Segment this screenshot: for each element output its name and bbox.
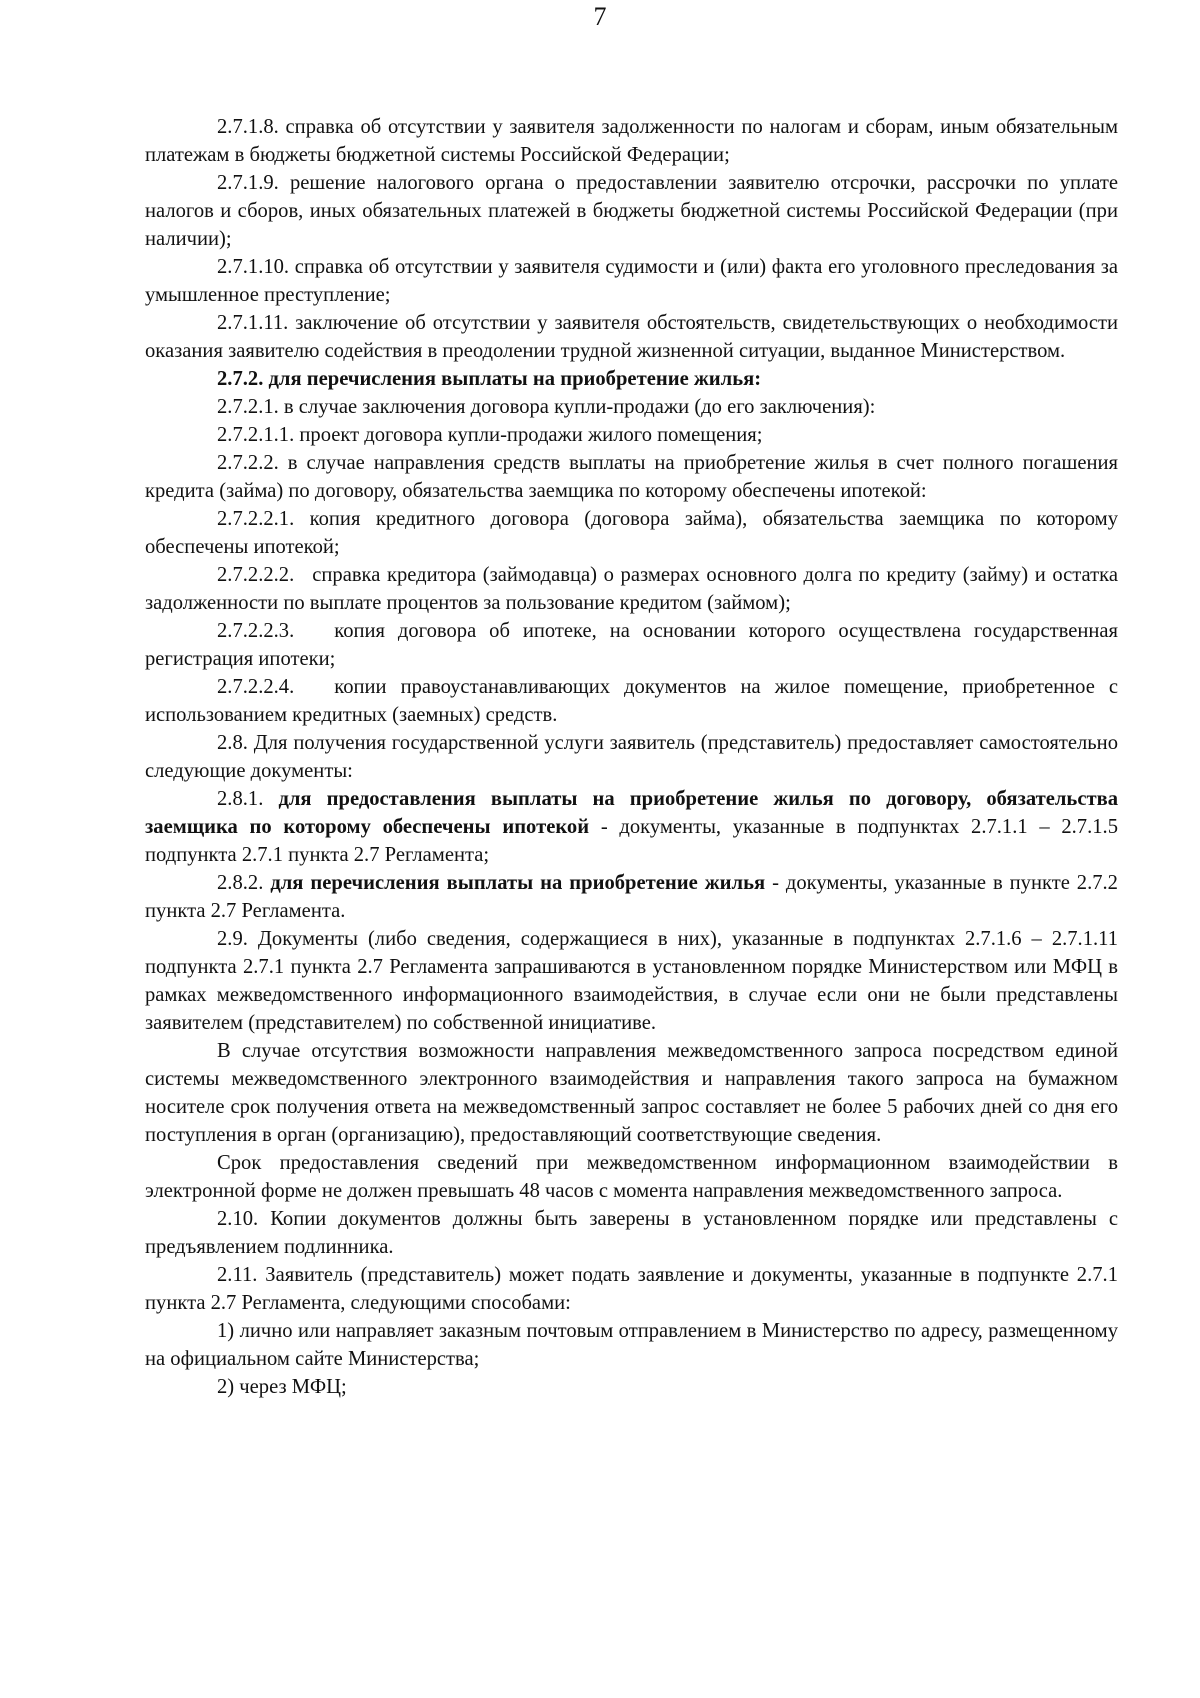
clause-number: 2.8.2.	[217, 872, 264, 894]
paragraph-2-7-1-10: 2.7.1.10. справка об отсутствии у заявителя судимости и (или) факта его уголовного преследования за умышленное преступление;	[145, 256, 1118, 306]
clause-number: 2.7.2.2.3.	[217, 620, 295, 642]
clause-text: - документы, указанные в пункте 2.7.2 пункта 2.7 Регламента.	[145, 872, 1118, 922]
clause-text: копия договора об ипотеке, на основании которого осуществлена государственная регистрация ипотеки;	[145, 620, 1118, 670]
paragraph-2-7-2-2: 2.7.2.2. в случае направления средств выплаты на приобретение жилья в счет полного погашения кредита (займа) по договору, обязательства заемщика по которому обеспечены ипотекой:	[145, 452, 1118, 502]
paragraph-2-8-2	[145, 869, 1118, 925]
heading-2-7-2: 2.7.2. для перечисления выплаты на приобретение жилья:	[217, 368, 762, 390]
clause-number: 2.8.1.	[217, 788, 264, 810]
paragraph-2-7-2-2-1: 2.7.2.2.1. копия кредитного договора (договора займа), обязательства заемщика по которому обеспечены ипотекой;	[145, 508, 1118, 558]
paragraph-2-8-1	[145, 785, 1118, 869]
paragraph-2-7-1-9: 2.7.1.9. решение налогового органа о предоставлении заявителю отсрочки, рассрочки по уплате налогов и сборов, иных обязательных платежей в бюджеты бюджетной системы Российской Федерации (при наличии);	[145, 172, 1118, 250]
paragraph-2-7-2-2-3	[145, 617, 1118, 673]
paragraph-2-7-1-11: 2.7.1.11. заключение об отсутствии у заявителя обстоятельств, свидетельствующих о необходимости оказания заявителю содействия в преодолении трудной жизненной ситуации, выданное Министерством.	[145, 312, 1118, 362]
paragraph-2-8: 2.8. Для получения государственной услуги заявитель (представитель) предоставляет самостоятельно следующие документы:	[145, 732, 1118, 782]
paragraph-2-7-2-1: 2.7.2.1. в случае заключения договора купли-продажи (до его заключения):	[217, 396, 876, 418]
paragraph-2-11: 2.11. Заявитель (представитель) может подать заявление и документы, указанные в подпункте 2.7.1 пункта 2.7 Регламента, следующими способами:	[145, 1264, 1118, 1314]
paragraph-response-time: Срок предоставления сведений при межведомственном информационном взаимодействии в электронной форме не должен превышать 48 часов с момента направления межведомственного запроса.	[145, 1152, 1118, 1202]
clause-text: справка кредитора (займодавца) о размерах основного долга по кредиту (займу) и остатка задолженности по выплате процентов за пользование кредитом (займом);	[145, 564, 1118, 614]
clause-number: 2.7.2.2.2.	[217, 564, 295, 586]
clause-text: копии правоустанавливающих документов на жилое помещение, приобретенное с использованием кредитных (заемных) средств.	[145, 676, 1118, 726]
paragraph-2-7-2-2-4	[145, 673, 1118, 729]
paragraph-2-7-2-1-1: 2.7.2.1.1. проект договора купли-продажи жилого помещения;	[217, 424, 763, 446]
document-body	[145, 113, 1118, 1401]
page-number: 7	[593, 2, 607, 31]
clause-number: 2.7.2.2.4.	[217, 676, 295, 698]
paragraph-2-10: 2.10. Копии документов должны быть заверены в установленном порядке или представлены с предъявлением подлинника.	[145, 1208, 1118, 1258]
paragraph-2-7-1-8: 2.7.1.8. справка об отсутствии у заявителя задолженности по налогам и сборам, иным обязательным платежам в бюджеты бюджетной системы Российской Федерации;	[145, 116, 1118, 166]
clause-text: - документы, указанные в подпунктах 2.7.1.1 – 2.7.1.5 подпункта 2.7.1 пункта 2.7 Регламента;	[145, 816, 1118, 866]
paragraph-2-9: 2.9. Документы (либо сведения, содержащиеся в них), указанные в подпунктах 2.7.1.6 – 2.7.1.11 подпункта 2.7.1 пункта 2.7 Регламента запрашиваются в установленном порядке Министерством или МФЦ в рамках межведомственного информационного взаимодействия, в случае если они не были представлены заявителем (представителем) по собственной инициативе.	[145, 928, 1118, 1034]
list-item-2: 2) через МФЦ;	[217, 1376, 347, 1398]
paragraph-no-interaction-system: В случае отсутствия возможности направления межведомственного запроса посредством единой системы межведомственного электронного взаимодействия и направления такого запроса на бумажном носителе срок получения ответа на межведомственный запрос составляет не более 5 рабочих дней со дня его поступления в орган (организацию), предоставляющий соответствующие сведения.	[145, 1040, 1118, 1146]
clause-bold-text: для предоставления выплаты на приобретение жилья по договору, обязательства заемщика по которому обеспечены ипотекой	[145, 788, 1118, 838]
paragraph-2-7-2-2-2	[145, 561, 1118, 617]
clause-bold-text: для перечисления выплаты на приобретение жилья	[270, 872, 766, 894]
list-item-1: 1) лично или направляет заказным почтовым отправлением в Министерство по адресу, размещенному на официальном сайте Министерства;	[145, 1320, 1118, 1370]
